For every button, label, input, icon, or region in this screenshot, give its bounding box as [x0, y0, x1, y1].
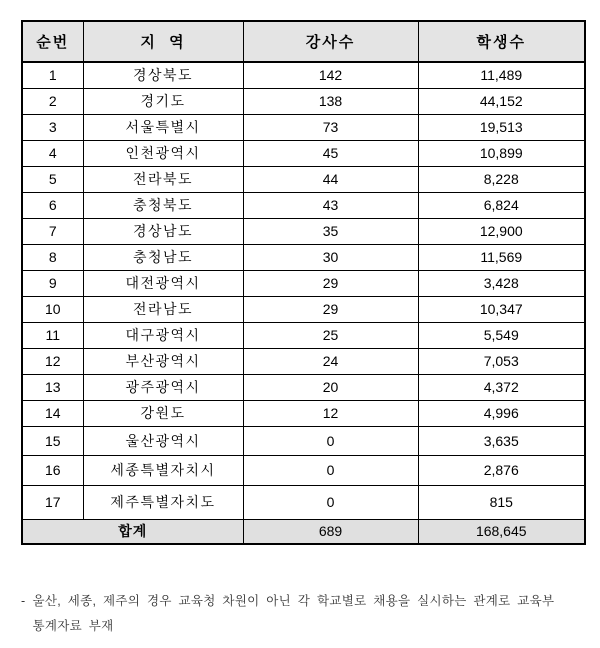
table-row: [22, 374, 585, 400]
table-body: [22, 62, 585, 519]
table-row: [22, 62, 585, 88]
cell-students: 10,899: [418, 140, 585, 166]
cell-instructors: 25: [243, 322, 418, 348]
table-row: [22, 218, 585, 244]
cell-instructors: 29: [243, 270, 418, 296]
cell-instructors: 30: [243, 244, 418, 270]
cell-students: 4,372: [418, 374, 585, 400]
cell-region: 광주광역시: [83, 374, 243, 400]
cell-instructors: 35: [243, 218, 418, 244]
footnote-text: [32, 589, 554, 639]
table-footer: [22, 519, 585, 544]
table-header: [22, 21, 585, 62]
table-row: [22, 192, 585, 218]
cell-region: 경기도: [83, 88, 243, 114]
col-header-region: 지 역: [83, 21, 243, 62]
cell-instructors: 24: [243, 348, 418, 374]
table-row: [22, 114, 585, 140]
cell-instructors: 12: [243, 400, 418, 426]
cell-region: 전라북도: [83, 166, 243, 192]
cell-region: 전라남도: [83, 296, 243, 322]
cell-region: 대전광역시: [83, 270, 243, 296]
table-row: [22, 322, 585, 348]
col-header-no: 순번: [22, 21, 83, 62]
table-row: [22, 400, 585, 426]
cell-instructors: 44: [243, 166, 418, 192]
cell-students: 5,549: [418, 322, 585, 348]
cell-no: 5: [22, 166, 83, 192]
cell-students: 7,053: [418, 348, 585, 374]
table-row: [22, 348, 585, 374]
col-header-instructors: 강사수: [243, 21, 418, 62]
cell-region: 강원도: [83, 400, 243, 426]
cell-no: 8: [22, 244, 83, 270]
cell-students: 12,900: [418, 218, 585, 244]
cell-instructors: 45: [243, 140, 418, 166]
cell-instructors: 73: [243, 114, 418, 140]
footnote: [21, 589, 587, 639]
cell-no: 4: [22, 140, 83, 166]
cell-region: 부산광역시: [83, 348, 243, 374]
cell-students: 19,513: [418, 114, 585, 140]
cell-no: 6: [22, 192, 83, 218]
col-header-students: 학생수: [418, 21, 585, 62]
cell-region: 대구광역시: [83, 322, 243, 348]
cell-no: 10: [22, 296, 83, 322]
cell-no: 14: [22, 400, 83, 426]
cell-students: 11,489: [418, 62, 585, 88]
cell-region: 제주특별자치도: [83, 485, 243, 519]
cell-region: 충청북도: [83, 192, 243, 218]
cell-no: 1: [22, 62, 83, 88]
cell-instructors: 0: [243, 485, 418, 519]
cell-no: 11: [22, 322, 83, 348]
cell-students: 815: [418, 485, 585, 519]
cell-no: 17: [22, 485, 83, 519]
cell-instructors: 29: [243, 296, 418, 322]
cell-students: 11,569: [418, 244, 585, 270]
cell-no: 13: [22, 374, 83, 400]
table-row: [22, 270, 585, 296]
total-row: [22, 519, 585, 544]
cell-instructors: 138: [243, 88, 418, 114]
total-label: 합계: [22, 519, 243, 544]
cell-students: 44,152: [418, 88, 585, 114]
region-statistics-table: [21, 20, 586, 545]
cell-no: 7: [22, 218, 83, 244]
cell-no: 16: [22, 455, 83, 485]
table-row: [22, 244, 585, 270]
cell-no: 9: [22, 270, 83, 296]
table-row: [22, 485, 585, 519]
total-students: 168,645: [418, 519, 585, 544]
cell-students: 6,824: [418, 192, 585, 218]
cell-students: 4,996: [418, 400, 585, 426]
cell-region: 인천광역시: [83, 140, 243, 166]
cell-no: 2: [22, 88, 83, 114]
cell-instructors: 142: [243, 62, 418, 88]
cell-instructors: 0: [243, 426, 418, 455]
cell-region: 충청남도: [83, 244, 243, 270]
footnote-line-1: 울산, 세종, 제주의 경우 교육청 차원이 아닌 각 학교별로 채용을 실시하는 관계로 교육부: [32, 594, 555, 608]
table-row: [22, 166, 585, 192]
cell-students: 2,876: [418, 455, 585, 485]
table-row: [22, 426, 585, 455]
cell-no: 3: [22, 114, 83, 140]
cell-region: 세종특별자치시: [83, 455, 243, 485]
cell-no: 15: [22, 426, 83, 455]
table-row: [22, 88, 585, 114]
total-instructors: 689: [243, 519, 418, 544]
table-row: [22, 455, 585, 485]
cell-students: 10,347: [418, 296, 585, 322]
cell-students: 3,635: [418, 426, 585, 455]
cell-region: 경상북도: [83, 62, 243, 88]
cell-region: 서울특별시: [83, 114, 243, 140]
cell-students: 8,228: [418, 166, 585, 192]
table-row: [22, 296, 585, 322]
header-row: [22, 21, 585, 62]
cell-no: 12: [22, 348, 83, 374]
table-row: [22, 140, 585, 166]
footnote-line-2: 통계자료 부재: [32, 619, 114, 633]
cell-students: 3,428: [418, 270, 585, 296]
cell-instructors: 43: [243, 192, 418, 218]
footnote-dash: -: [21, 594, 26, 608]
cell-instructors: 20: [243, 374, 418, 400]
cell-region: 울산광역시: [83, 426, 243, 455]
cell-region: 경상남도: [83, 218, 243, 244]
cell-instructors: 0: [243, 455, 418, 485]
